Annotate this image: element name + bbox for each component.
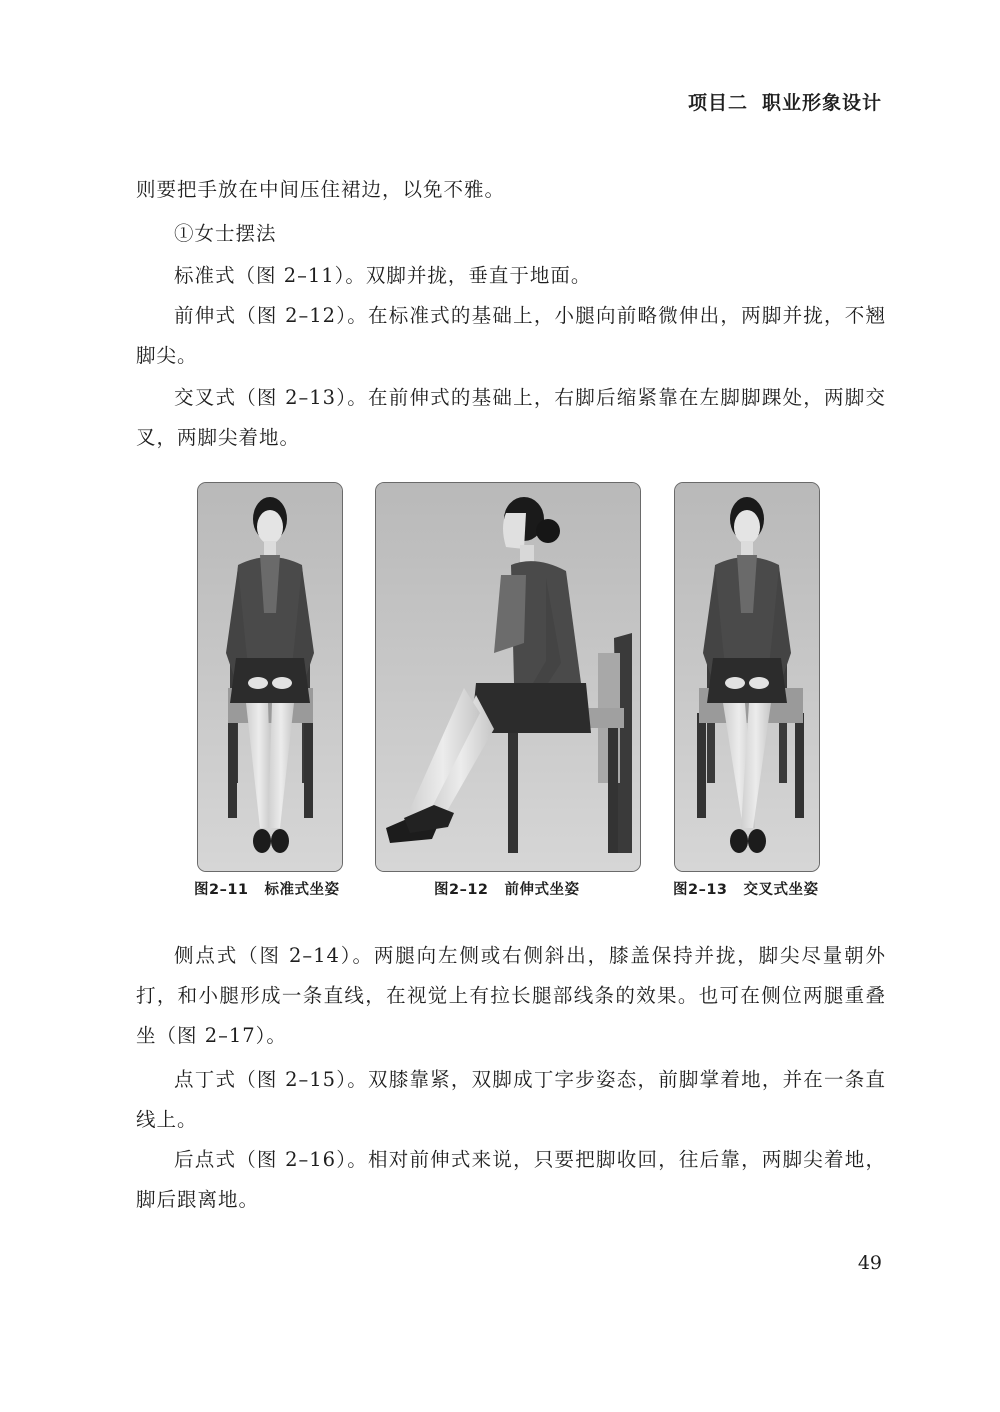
paragraph-continuation: 则要把手放在中间压住裙边，以免不雅。 [136, 178, 506, 201]
figure-caption-standard [194, 878, 340, 899]
paragraph-back-point: 后点式（图 2–16）。相对前伸式来说，只要把脚收回，往后靠，两脚尖着地，脚后跟离地。 [136, 1148, 886, 1211]
header-title: 职业形象设计 [761, 92, 882, 114]
figure-caption-cross [673, 878, 819, 899]
figure-title: 交叉式坐姿 [743, 882, 819, 898]
figure-photo-cross [674, 482, 820, 872]
figure-number: 图2–12 [434, 882, 489, 898]
paragraph-side-point: 侧点式（图 2–14）。两腿向左侧或右侧斜出，膝盖保持并拢，脚尖尽量朝外打，和小腿形成一条直线，在视觉上有拉长腿部线条的效果。也可在侧位两腿重叠坐（图 2–17）。 [136, 944, 886, 1047]
figure-number: 图2–11 [194, 882, 249, 898]
figure-photo-forward [375, 482, 641, 872]
figure-caption-forward [434, 878, 580, 899]
paragraph-ding: 点丁式（图 2–15）。双膝靠紧，双脚成丁字步姿态，前脚掌着地，并在一条直线上。 [136, 1068, 886, 1131]
subsection-heading: ①女士摆法 [174, 222, 277, 245]
paragraph-cross: 交叉式（图 2–13）。在前伸式的基础上，右脚后缩紧靠在左脚脚踝处，两脚交叉，两脚尖着地。 [136, 386, 886, 449]
running-header [688, 88, 882, 115]
figure-photo-standard [197, 482, 343, 872]
paragraph-standard: 标准式（图 2–11）。双脚并拢，垂直于地面。 [174, 264, 592, 287]
figure-title: 标准式坐姿 [264, 882, 340, 898]
figure-number: 图2–13 [673, 882, 728, 898]
figure-title: 前伸式坐姿 [504, 882, 580, 898]
paragraph-forward: 前伸式（图 2–12）。在标准式的基础上，小腿向前略微伸出，两脚并拢，不翘脚尖。 [136, 304, 886, 367]
header-section: 项目二 [687, 92, 748, 114]
page-number: 49 [857, 1252, 882, 1274]
